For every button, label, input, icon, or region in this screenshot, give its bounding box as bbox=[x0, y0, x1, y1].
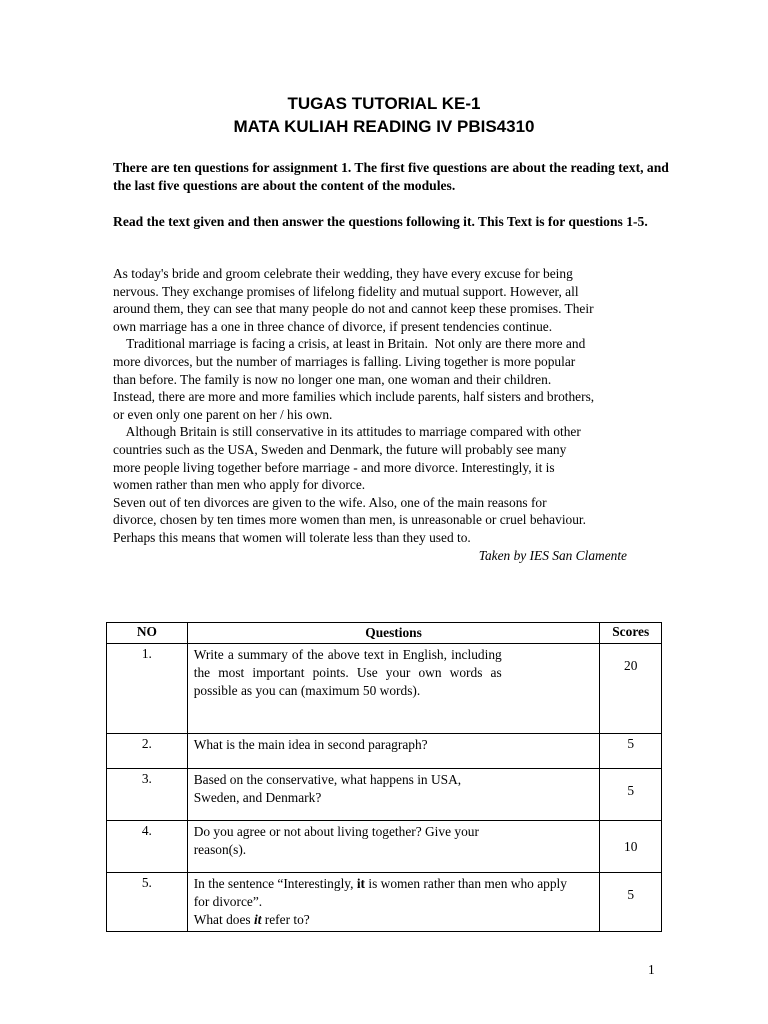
table-row bbox=[107, 821, 662, 873]
question-text bbox=[194, 875, 584, 929]
passage-line: around them, they can see that many people do not and cannot keep these promises. Their bbox=[113, 301, 594, 317]
emphasized-word: it bbox=[356, 876, 366, 891]
question-text: Do you agree or not about living together? Give your reason(s). bbox=[193, 824, 479, 857]
passage-line: than before. The family is now no longer one man, one woman and their children. bbox=[113, 371, 552, 387]
table-row bbox=[107, 734, 662, 769]
question-text-cell bbox=[187, 769, 600, 821]
question-number: 3. bbox=[107, 769, 188, 821]
table-row bbox=[107, 769, 662, 821]
passage-line: more people living together before marriage - and more divorce. Interestingly, it is bbox=[113, 459, 555, 475]
question-text-part: In the sentence “Interestingly, bbox=[193, 876, 357, 891]
question-score bbox=[600, 873, 662, 932]
question-text: Write a summary of the above text in English, including the most important points. Use your own words as possible as you can (maximum 50 words). bbox=[193, 647, 502, 698]
question-score bbox=[600, 821, 662, 873]
passage-line: Although Britain is still conservative in its attitudes to marriage compared with other bbox=[113, 424, 581, 440]
question-text-part: refer to? bbox=[261, 912, 310, 927]
passage-line: Instead, there are more and more families which include parents, half sisters and brothers, bbox=[113, 389, 595, 405]
question-number: 4. bbox=[107, 821, 188, 873]
passage-line: As today's bride and groom celebrate their wedding, they have every excuse for being bbox=[113, 266, 573, 281]
assignment-title: TUGAS TUTORIAL KE-1 bbox=[287, 94, 481, 113]
passage-line: Seven out of ten divorces are given to the wife. Also, one of the main reasons for bbox=[113, 494, 547, 510]
passage-line: or even only one parent on her / his own. bbox=[113, 406, 333, 422]
course-title: MATA KULIAH READING IV PBIS4310 bbox=[233, 117, 535, 136]
question-text-part: is women rather than men who apply for divorce”. bbox=[193, 876, 567, 909]
question-text-cell bbox=[187, 873, 600, 932]
question-text-cell bbox=[187, 821, 600, 873]
question-score bbox=[600, 644, 662, 734]
passage-line: nervous. They exchange promises of lifelong fidelity and mutual support. However, all bbox=[113, 283, 579, 299]
page-number: 1 bbox=[648, 962, 655, 977]
question-number: 2. bbox=[107, 734, 188, 769]
passage-line: more divorces, but the number of marriages is falling. Living together is more popular bbox=[113, 353, 576, 369]
score-value: 5 bbox=[627, 887, 635, 902]
table-row bbox=[107, 873, 662, 932]
question-text-cell bbox=[187, 644, 600, 734]
reading-passage bbox=[113, 265, 673, 564]
table-row bbox=[107, 644, 662, 734]
header-questions: Questions bbox=[187, 623, 600, 644]
score-value: 10 bbox=[624, 839, 638, 854]
passage-line: Perhaps this means that women will tolerate less than they used to. bbox=[113, 529, 471, 545]
score-value: 20 bbox=[624, 658, 638, 673]
reading-instructions: Read the text given and then answer the questions following it. This Text is for questions 1-5. bbox=[113, 214, 648, 229]
questions-table bbox=[106, 622, 662, 932]
passage-line: own marriage has a one in three chance of divorce, if present tendencies continue. bbox=[113, 318, 553, 334]
passage-source: Taken by IES San Clamente bbox=[478, 547, 627, 563]
question-number: 1. bbox=[107, 644, 188, 734]
instructions-paragraph: There are ten questions for assignment 1. The first five questions are about the reading text, and the last five questions are about the content of the modules. bbox=[113, 160, 669, 193]
question-score bbox=[600, 734, 662, 769]
emphasized-word: it bbox=[253, 912, 262, 927]
score-value: 5 bbox=[627, 783, 635, 798]
header-scores: Scores bbox=[600, 623, 662, 644]
header-no: NO bbox=[107, 623, 188, 644]
question-score bbox=[600, 769, 662, 821]
passage-line: Traditional marriage is facing a crisis, at least in Britain. Not only are there more and bbox=[113, 336, 586, 352]
question-text-cell bbox=[187, 734, 600, 769]
question-number: 5. bbox=[107, 873, 188, 932]
question-text-part: What does bbox=[193, 912, 254, 927]
passage-line: countries such as the USA, Sweden and Denmark, the future will probably see many bbox=[113, 441, 567, 457]
passage-line: divorce, chosen by ten times more women than men, is unreasonable or cruel behaviour. bbox=[113, 512, 586, 528]
question-text: Based on the conservative, what happens in USA, Sweden, and Denmark? bbox=[193, 772, 462, 805]
question-text: What is the main idea in second paragraph? bbox=[193, 737, 428, 752]
score-value: 5 bbox=[627, 736, 635, 751]
passage-line: women rather than men who apply for divorce. bbox=[113, 477, 366, 493]
table-header-row bbox=[107, 623, 662, 644]
